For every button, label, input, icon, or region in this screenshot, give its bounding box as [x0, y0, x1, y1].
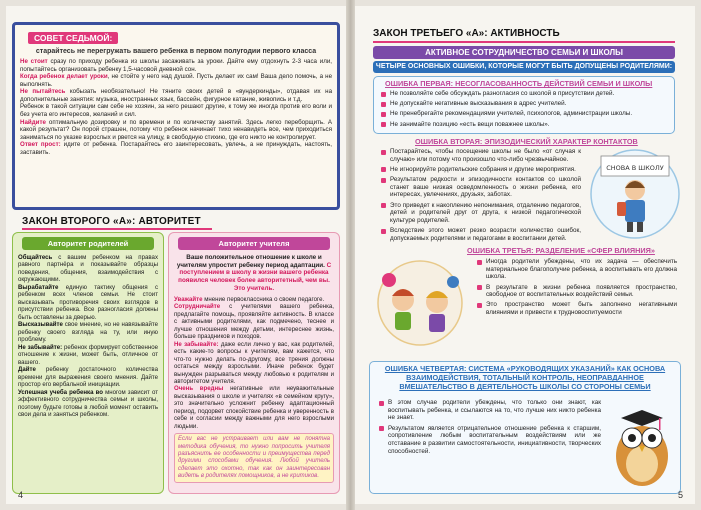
error1-title: ОШИБКА ПЕРВАЯ: НЕСОГЛАСОВАННОСТЬ ДЕЙСТВИЙ СЕМЬИ И ШКОЛЫ: [385, 79, 653, 88]
error3-item: Иногда родители убеждены, что их задача — обеспечить материальное благополучие ребенка, а воспитывать его должна школа.: [477, 258, 677, 281]
error1-list: [381, 90, 669, 131]
advice-box: [12, 22, 340, 210]
teacher-note: Если вас не устраивает или вам не понятна методика обучения, то нужно попросить учителя разъяснить ее особенности и преимущества перед другими способами обучения. Любой учитель сделает это охотно, так как он заинтересован видеть в родителях помощников, а не критиков.: [174, 433, 334, 483]
error1-item: Не допускайте негативные высказывания в адрес учителей.: [381, 100, 669, 108]
error2-list: [381, 148, 581, 245]
owl-teacher-illustration-icon: [607, 398, 677, 490]
parents-paragraph: Успешная учеба ребенка во многом зависит от эффективного сотрудничества семьи и школы, поэтому будьте готовы в любой момент оставить свои дела и заняться ребенком.: [18, 388, 158, 419]
error2-item: Вследствие этого может резко возрасти количество ошибок, допускаемых родителями и педагогами в воспитании детей.: [381, 227, 581, 242]
schoolboy-illustration-icon: [587, 146, 683, 242]
error4-item: В этом случае родители убеждены, что только они знают, как воспитывать ребенка, и ссылаются на то, что лучше них никто ребенка не знает.: [379, 399, 601, 422]
error3-list: [477, 258, 677, 319]
advice-text: [20, 58, 332, 156]
error3-item: В результате в жизни ребенка появляется пространство, свободное от воспитательных воздействий семьи.: [477, 284, 677, 299]
advice-paragraph: Не пытайтесь кобызать необязательно! Не тяните своих детей в «вундеркинды», отдавая их на дополнительные занятия: музыка, иностранных язык, бассейн, фигурное катание, живопись и т.д.: [20, 88, 333, 103]
error1-item: Не позволяйте себе обсуждать разногласия со школой в присутствии детей.: [381, 90, 669, 98]
school-sign-text: СНОВА В ШКОЛУ: [606, 164, 664, 172]
error4-list: [379, 399, 601, 458]
error2-item: Это приведет к накоплению непонимания, отдалению педагогов, детей и родителей друг от друга, к низкой педагогической культуре родителей.: [381, 202, 581, 225]
parents-paragraph: Общайтесь с вашим ребенком на правах равного партнёра и показывайте образцы поведения, общения, взаимодействия с окружающими.: [18, 254, 158, 284]
error4-item: Результатом является отрицательное отношение ребенка к старшим, сопротивление любым воспитательным воздействиям или же отставание в развитии самостоятельности, инициативности, творческих способностей.: [379, 425, 601, 456]
error1-item: Не пренебрегайте рекомендациями учителей, психологов, администрации школы.: [381, 110, 669, 118]
parents-paragraph: Вырабатайте единую тактику общения с ребенком всех членов семьи. Не стоит высказывать противоречия своих взглядов в присутствии ребенка. Все разногласия должны быть оставлены за дверью.: [18, 283, 158, 321]
parents-authority-header: Авторитет родителей: [22, 237, 154, 250]
error3-title: ОШИБКА ТРЕТЬЯ: РАЗДЕЛЕНИЕ «СФЕР ВЛИЯНИЯ»: [467, 246, 655, 255]
parents-paragraph: Не забывайте: ребенок формирует собственное отношение к жизни, может быть, отличное от вашего.: [18, 343, 159, 366]
left-page: [6, 6, 346, 504]
children-illustration-icon: [369, 258, 471, 348]
error3-item: Это пространство может быть заполнено негативными влияниями и привести к трудновоспитуемости: [477, 301, 677, 316]
error1-item: Не занимайте позицию «есть вещи поважнее школы».: [381, 121, 669, 129]
parents-paragraph: Высказывайте свое мнение, но не навязывайте ребенку своего взгляда на ту, или иную проблему.: [18, 321, 158, 344]
teacher-authority-column: [168, 232, 340, 494]
right-page: [355, 6, 695, 504]
teacher-paragraph: Сотрудничайте с учителями вашего ребенка, предлагайте помощь, проявляйте активность. В классе с активными родителями, как подмечено, теснее и лучше отношения между детьми, интереснее жизнь, больше праздников и походов.: [174, 303, 334, 341]
error4-title: ОШИБКА ЧЕТВЕРТАЯ: СИСТЕМА «РУКОВОДЯЩИХ УКАЗАНИЙ» КАК ОСНОВА ВЗАИМОДЕЙСТВИЯ, ТОТАЛЬНЫЙ КОНТРОЛЬ, НЕОПРАВДАННОЕ ВМЕШАТЕЛЬСТВО В ДЕЯТЕЛЬНОСТЬ ШКОЛЫ СО СТОРОНЫ СЕМЬИ: [384, 364, 666, 392]
teacher-authority-text: [174, 254, 334, 483]
advice-paragraph: Ответ прост: идите от ребенка. Постарайтесь его заинтересовать, увлечь, а не принуждать, настоять, заставить.: [20, 141, 332, 156]
error2-title: ОШИБКА ВТОРАЯ: ЭПИЗОДИЧЕСКИЙ ХАРАКТЕР КОНТАКТОВ: [415, 137, 638, 146]
teacher-paragraph: Уважайте мнение первоклассника о своем педагоге.: [174, 295, 325, 303]
advice-paragraph: Ребенок в такой ситуации сам себе не хозяин, за него решают другие, к тому же иногда против его воли и без учета его интересов, желаний и сил.: [20, 103, 332, 118]
teacher-paragraph: Не забывайте: даже если лично у вас, как родителей, есть какие-то вопросы к учителям, вам кажется, что что-то нужно делать по-другому, все трения должны остаться между взрослыми. Иначе ребенок будет вынужден разрываться между любовью к родителям и авторитетом учителя.: [174, 340, 334, 385]
advice-paragraph: Не стоит сразу по приходу ребенка из школы засаживать за уроки. Дайте ему отдохнуть 2-3 часа или, попытайтесь организовать ребенку 1,5-часовой дневной сон.: [20, 58, 332, 73]
parents-paragraph: Дайте ребенку достаточного количества времени для выражения своего мнения. Дайте простор его вербальной инициации.: [18, 366, 158, 389]
four-errors-band: ЧЕТЫРЕ ОСНОВНЫХ ОШИБКИ, КОТОРЫЕ МОГУТ БЫТЬ ДОПУЩЕНЫ РОДИТЕЛЯМИ:: [373, 61, 675, 73]
cooperation-band: АКТИВНОЕ СОТРУДНИЧЕСТВО СЕМЬИ И ШКОЛЫ: [373, 46, 675, 59]
page-number-left: 4: [18, 490, 24, 500]
parents-authority-column: [12, 232, 164, 494]
law-second-underline: [22, 228, 212, 230]
error2-item: Не игнорируйте родительские собрания и другие мероприятия.: [381, 166, 581, 174]
law-second-title: ЗАКОН ВТОРОГО «А»: АВТОРИТЕТ: [22, 216, 201, 227]
advice-title: СОВЕТ СЕДЬМОЙ:: [28, 32, 118, 44]
teacher-authority-header: Авторитет учителя: [178, 237, 330, 250]
advice-paragraph: Когда ребенок делает уроки, не стойте у него над душой. Пусть делает их сам! Ваша дело помочь, а не выполнять.: [20, 73, 333, 88]
error2-item: Результатом редкости и эпизодичности контактов со школой станет ваше низкая осведомленность о жизни ребенка, его интересах, увлечениях, друзьях, заботах.: [381, 176, 581, 199]
law-third-title: ЗАКОН ТРЕТЬЕГО «А»: АКТИВНОСТЬ: [373, 28, 560, 39]
error2-item: Постарайтесь, чтобы посещение школы не было «от случая к случаю» или потому что произошло что-либо чрезвычайное.: [381, 148, 581, 163]
parents-authority-text: [18, 254, 158, 419]
advice-paragraph: Найдите оптимальную дозировку и по времени и по количеству занятий. Здесь легко переборщить. А какой результат? Он порой страшен, потому что ребенок начинает тихо ненавидеть все, чем приходиться заниматься по указке взрослых и рвется на улицу, в свободную стихию, где его никто не контролирует.: [20, 118, 332, 141]
teacher-intro: Ваше положительное отношение к школе и учителям упростит ребенку период адаптации. С поступлением в школу в жизни вашего ребенка появился человек более авторитетный, чем вы. Это учитель.: [176, 254, 332, 292]
law-third-underline: [373, 41, 675, 43]
teacher-paragraph: Очень вредны негативные или неуважительные высказывания о школе и учителях «в семейном кругу», это значительно усложнит ребенку адаптационный период, подорвет спокойствие ребенка и уверенность в себе и согласии между важными для него взрослыми людьми.: [174, 385, 334, 430]
advice-subtitle: старайтесь не перегружать вашего ребенка в первом полугодии первого класса: [35, 48, 317, 55]
page-number-right: 5: [677, 490, 683, 500]
book-gutter: [346, 0, 355, 510]
